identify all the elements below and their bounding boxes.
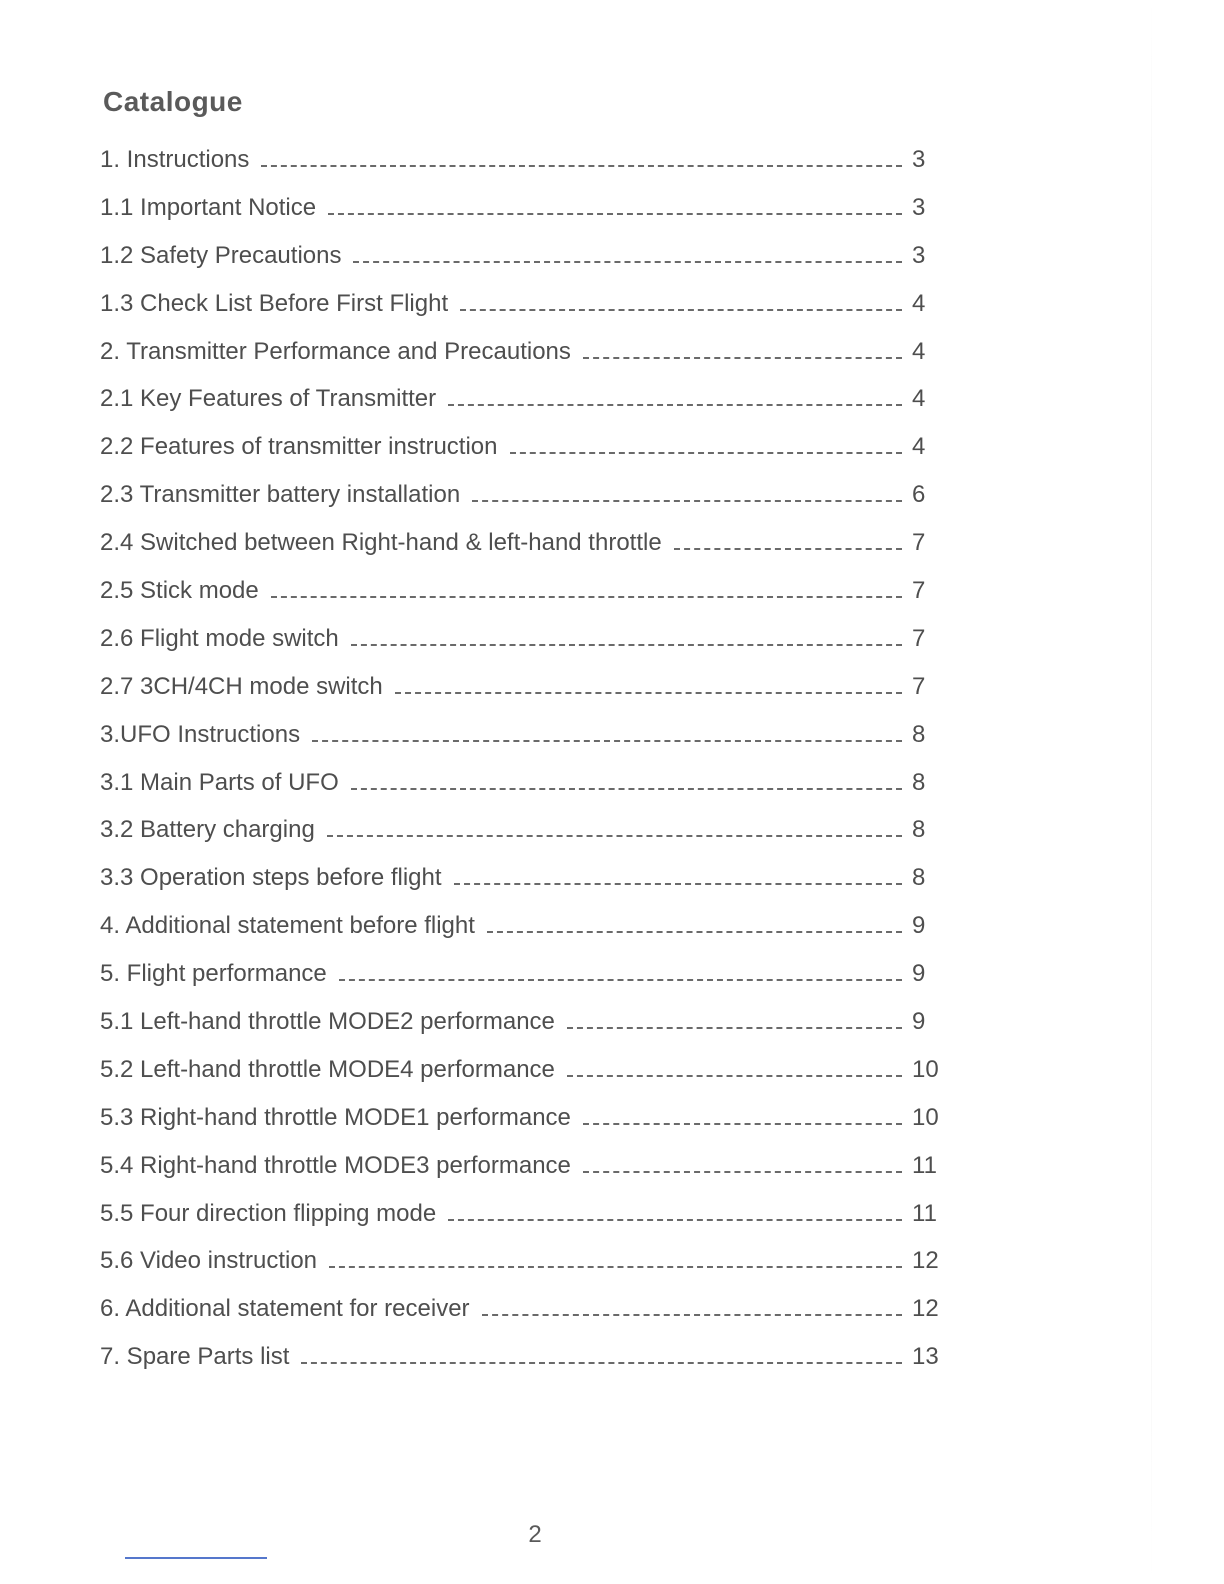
toc-entry-page: 8 — [912, 816, 926, 844]
scan-artifact-line — [125, 1557, 267, 1559]
toc-entry-page: 8 — [912, 864, 926, 892]
dot-leader — [487, 931, 902, 933]
toc-entry-label: 5.6 Video instruction — [100, 1247, 318, 1275]
toc-entry-label: 3.3 Operation steps before flight — [100, 864, 442, 892]
dot-leader — [460, 309, 902, 311]
dot-leader — [583, 357, 902, 359]
scan-edge-shadow — [1151, 0, 1152, 1584]
dot-leader — [567, 1027, 902, 1029]
toc-entry-page: 4 — [912, 433, 926, 461]
toc-entry[interactable] — [100, 673, 962, 721]
page-number: 2 — [528, 1521, 542, 1548]
toc-entry[interactable] — [100, 1247, 962, 1295]
toc-entry-label: 7. Spare Parts list — [100, 1343, 290, 1371]
dot-leader — [448, 404, 902, 406]
dot-leader — [353, 261, 902, 263]
toc-entry-label: 4. Additional statement before flight — [100, 912, 475, 940]
toc-entry-page: 7 — [912, 577, 926, 605]
toc-entry-label: 2.2 Features of transmitter instruction — [100, 433, 498, 461]
toc-entry-page: 10 — [912, 1055, 939, 1083]
toc-entry[interactable] — [100, 1152, 962, 1200]
toc-entry-page: 3 — [912, 146, 926, 173]
toc-entry-page: 13 — [912, 1343, 939, 1371]
toc-entry[interactable] — [100, 721, 962, 769]
toc-entry-label: 2.1 Key Features of Transmitter — [100, 385, 437, 413]
toc-entry[interactable] — [100, 146, 962, 194]
toc-entry-page: 12 — [912, 1247, 939, 1275]
toc-entry-label: 2.4 Switched between Right-hand & left-hand throttle — [100, 529, 662, 557]
toc-entry-label: 1.3 Check List Before First Flight — [100, 289, 449, 317]
toc-entry-label: 2.3 Transmitter battery installation — [100, 481, 461, 509]
toc-entry[interactable] — [100, 864, 962, 912]
table-of-contents — [100, 146, 962, 1391]
dot-leader — [567, 1075, 902, 1077]
toc-entry[interactable] — [100, 338, 962, 386]
dot-leader — [301, 1362, 902, 1364]
toc-entry-page: 9 — [912, 1008, 926, 1036]
toc-entry[interactable] — [100, 290, 962, 338]
toc-entry[interactable] — [100, 385, 962, 433]
toc-entry-label: 2. Transmitter Performance and Precautions — [100, 337, 571, 365]
toc-entry-label: 1.2 Safety Precautions — [100, 241, 342, 269]
toc-entry-page: 4 — [912, 385, 926, 413]
dot-leader — [583, 1123, 902, 1125]
toc-entry-label: 3.1 Main Parts of UFO — [100, 768, 339, 796]
toc-entry[interactable] — [100, 1343, 962, 1391]
dot-leader — [271, 596, 902, 598]
toc-entry[interactable] — [100, 529, 962, 577]
toc-entry[interactable] — [100, 481, 962, 529]
dot-leader — [482, 1314, 902, 1316]
toc-entry[interactable] — [100, 912, 962, 960]
toc-entry-page: 4 — [912, 337, 926, 365]
dot-leader — [472, 500, 902, 502]
toc-entry[interactable] — [100, 816, 962, 864]
dot-leader — [510, 452, 903, 454]
toc-entry-page: 11 — [912, 1151, 937, 1179]
toc-entry[interactable] — [100, 1104, 962, 1152]
dot-leader — [395, 692, 902, 694]
dot-leader — [351, 788, 902, 790]
toc-entry-page: 11 — [912, 1199, 937, 1227]
toc-entry-page: 7 — [912, 672, 926, 700]
dot-leader — [339, 979, 902, 981]
toc-entry[interactable] — [100, 194, 962, 242]
dot-leader — [328, 213, 902, 215]
toc-entry-label: 2.5 Stick mode — [100, 577, 259, 605]
toc-entry-page: 7 — [912, 529, 926, 557]
toc-entry[interactable] — [100, 769, 962, 817]
toc-entry-page: 8 — [912, 768, 926, 796]
toc-entry-page: 9 — [912, 912, 926, 940]
toc-entry-page: 8 — [912, 720, 926, 748]
toc-entry-page: 12 — [912, 1295, 939, 1323]
toc-entry-label: 5.1 Left-hand throttle MODE2 performance — [100, 1008, 555, 1036]
toc-entry-label: 6. Additional statement for receiver — [100, 1295, 470, 1323]
toc-entry-page: 4 — [912, 289, 926, 317]
toc-entry-page: 7 — [912, 624, 926, 652]
toc-entry-label: 1. Instructions — [100, 146, 250, 173]
toc-entry[interactable] — [100, 577, 962, 625]
toc-entry-label: 5.4 Right-hand throttle MODE3 performance — [100, 1151, 571, 1179]
dot-leader — [351, 644, 902, 646]
dot-leader — [674, 548, 902, 550]
toc-entry-label: 3.2 Battery charging — [100, 816, 315, 844]
dot-leader — [583, 1171, 902, 1173]
dot-leader — [261, 165, 902, 167]
dot-leader — [312, 740, 902, 742]
toc-entry[interactable] — [100, 433, 962, 481]
toc-entry-label: 1.1 Important Notice — [100, 193, 317, 221]
dot-leader — [448, 1219, 902, 1221]
toc-entry[interactable] — [100, 1008, 962, 1056]
toc-entry-page: 10 — [912, 1103, 939, 1131]
toc-entry-label: 5.5 Four direction flipping mode — [100, 1199, 437, 1227]
toc-entry-label: 5.3 Right-hand throttle MODE1 performance — [100, 1103, 571, 1131]
toc-entry[interactable] — [100, 1200, 962, 1248]
toc-entry[interactable] — [100, 960, 962, 1008]
toc-entry-label: 3.UFO Instructions — [100, 720, 301, 748]
toc-entry[interactable] — [100, 1056, 962, 1104]
toc-entry-page: 3 — [912, 241, 926, 269]
dot-leader — [329, 1266, 902, 1268]
toc-entry[interactable] — [100, 625, 962, 673]
toc-entry-label: 2.6 Flight mode switch — [100, 624, 339, 652]
toc-entry-page: 9 — [912, 960, 926, 988]
toc-entry[interactable] — [100, 242, 962, 290]
toc-entry[interactable] — [100, 1295, 962, 1343]
toc-entry-page: 3 — [912, 193, 926, 221]
toc-entry-label: 2.7 3CH/4CH mode switch — [100, 672, 383, 700]
toc-entry-page: 6 — [912, 481, 926, 509]
toc-entry-label: 5. Flight performance — [100, 960, 327, 988]
page-title: Catalogue — [103, 86, 243, 117]
dot-leader — [327, 835, 902, 837]
dot-leader — [454, 883, 902, 885]
toc-entry-label: 5.2 Left-hand throttle MODE4 performance — [100, 1055, 555, 1083]
